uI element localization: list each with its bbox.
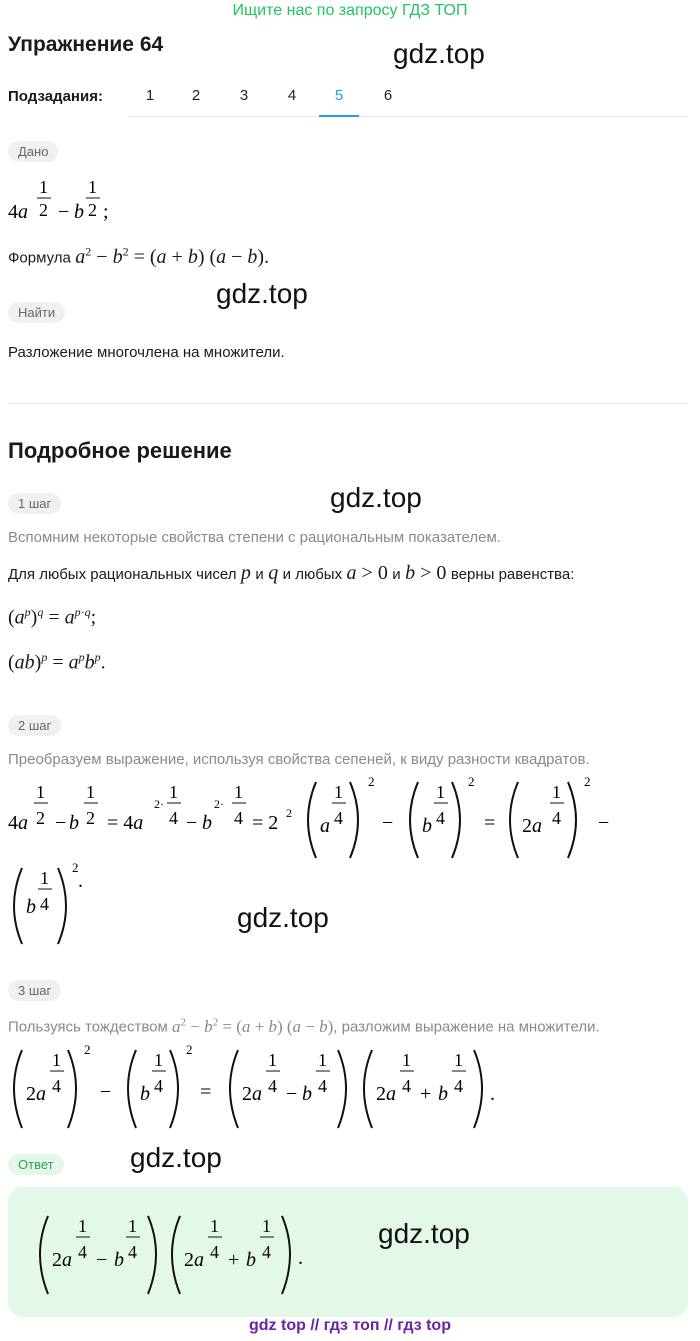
svg-text:b: b xyxy=(302,1083,312,1105)
svg-text:2: 2 xyxy=(88,200,97,220)
svg-text:−: − xyxy=(286,1083,298,1105)
svg-text:4: 4 xyxy=(52,1076,61,1096)
svg-text:2a: 2a xyxy=(522,815,542,837)
svg-text:4: 4 xyxy=(436,808,445,828)
svg-text:4: 4 xyxy=(128,1242,137,1262)
svg-text:1: 1 xyxy=(262,1216,271,1236)
svg-text:4: 4 xyxy=(402,1076,411,1096)
subtask-tab-6[interactable]: 6 xyxy=(383,87,393,104)
subtasks-tabs xyxy=(130,76,688,117)
subtask-tab-3[interactable]: 3 xyxy=(239,87,249,104)
svg-text:.: . xyxy=(490,1083,495,1105)
step1-text-a: Для любых рациональных чисел xyxy=(8,566,237,583)
subtask-tab-2[interactable]: 2 xyxy=(191,87,201,104)
svg-text:−: − xyxy=(55,812,67,834)
svg-text:2: 2 xyxy=(86,808,95,828)
svg-text:4a: 4a xyxy=(8,812,28,834)
step1-text-and: и xyxy=(255,566,264,583)
step1-badge: 1 шаг xyxy=(8,493,61,514)
svg-text:2·: 2· xyxy=(214,797,224,811)
given-badge: Дано xyxy=(8,141,58,162)
step1-statement: Для любых рациональных чисел p и q и любых a > 0 и b > 0 верны равенства: xyxy=(8,562,575,584)
svg-text:1: 1 xyxy=(436,782,445,802)
step3-note-b: , разложим выражение на множители. xyxy=(333,1018,600,1036)
subtask-tab-4[interactable]: 4 xyxy=(287,87,297,104)
given-formula-prefix: Формула xyxy=(8,249,71,267)
svg-text:2: 2 xyxy=(468,774,475,789)
svg-text:2: 2 xyxy=(368,774,375,789)
svg-text:1: 1 xyxy=(52,1050,61,1070)
watermark: gdz.top xyxy=(237,902,329,933)
svg-text:1: 1 xyxy=(169,782,178,802)
step2-expression-line2 xyxy=(8,858,108,950)
step1-text-b: верны равенства: xyxy=(450,566,575,583)
step3-expression xyxy=(8,1040,508,1134)
svg-text:.: . xyxy=(298,1247,303,1269)
svg-text:;: ; xyxy=(103,201,109,223)
step3-note-a: Пользуясь тождеством xyxy=(8,1018,168,1036)
svg-text:−: − xyxy=(598,812,610,834)
svg-text:2·: 2· xyxy=(154,797,164,811)
svg-text:2: 2 xyxy=(72,860,79,875)
svg-text:1: 1 xyxy=(268,1050,277,1070)
svg-text:2: 2 xyxy=(186,1042,193,1057)
svg-text:2a: 2a xyxy=(26,1083,46,1105)
svg-text:.: . xyxy=(78,870,83,892)
step1-text-and: и xyxy=(392,566,401,583)
svg-text:4: 4 xyxy=(268,1076,277,1096)
watermark: gdz.top xyxy=(216,278,308,309)
find-text: Разложение многочлена на множители. xyxy=(8,344,285,361)
svg-text:4: 4 xyxy=(40,894,49,914)
watermark: gdz.top xyxy=(378,1218,470,1249)
svg-text:1: 1 xyxy=(234,782,243,802)
svg-text:4: 4 xyxy=(78,1242,87,1262)
footer-links: gdz top // гдз топ // гдз top xyxy=(249,1317,451,1334)
svg-text:2a: 2a xyxy=(52,1249,72,1271)
svg-text:4: 4 xyxy=(234,808,243,828)
svg-text:1: 1 xyxy=(86,782,95,802)
subtask-tab-1[interactable]: 1 xyxy=(145,87,155,104)
svg-text:4: 4 xyxy=(454,1076,463,1096)
watermark: gdz.top xyxy=(130,1142,222,1173)
svg-text:1: 1 xyxy=(210,1216,219,1236)
step2-expression-line1 xyxy=(4,772,624,864)
svg-text:2a: 2a xyxy=(242,1083,262,1105)
svg-text:+: + xyxy=(420,1083,432,1105)
svg-text:=: = xyxy=(484,812,496,834)
power-rule-2: $(ab)^p = a^pb^p$. xyxy=(8,650,106,674)
step1-text-any: и любых xyxy=(282,566,343,583)
svg-text:b: b xyxy=(438,1083,448,1105)
step3-note: Пользуясь тождеством $a^2 - b^2 = (a + b) (a - b)$, разложим выражение на множители. xyxy=(8,1016,600,1036)
svg-text:+: + xyxy=(228,1249,240,1271)
svg-text:4: 4 xyxy=(262,1242,271,1262)
svg-text:b: b xyxy=(140,1083,150,1105)
svg-text:2: 2 xyxy=(36,808,45,828)
svg-text:1: 1 xyxy=(40,868,49,888)
svg-text:2a: 2a xyxy=(376,1083,396,1105)
answer-badge: Ответ xyxy=(8,1154,64,1175)
svg-text:b: b xyxy=(422,815,432,837)
svg-text:1: 1 xyxy=(36,782,45,802)
svg-text:1: 1 xyxy=(402,1050,411,1070)
watermark: gdz.top xyxy=(330,482,422,513)
svg-text:1: 1 xyxy=(334,782,343,802)
step3-badge: 3 шаг xyxy=(8,980,61,1001)
given-formula: Формула $a^2 - b^2 = (a + b) (a - b)$. xyxy=(8,244,270,268)
svg-text:b: b xyxy=(246,1249,256,1271)
given-expression xyxy=(6,168,126,228)
svg-text:4a: 4a xyxy=(8,201,28,223)
svg-text:2: 2 xyxy=(286,806,292,820)
svg-text:4: 4 xyxy=(552,808,561,828)
svg-text:−: − xyxy=(186,812,198,834)
svg-text:1: 1 xyxy=(78,1216,87,1236)
svg-text:4: 4 xyxy=(154,1076,163,1096)
answer-expression xyxy=(34,1206,324,1300)
svg-text:1: 1 xyxy=(128,1216,137,1236)
subtask-tab-5[interactable]: 5 xyxy=(319,76,359,117)
svg-text:a: a xyxy=(320,815,330,837)
svg-text:1: 1 xyxy=(318,1050,327,1070)
svg-text:b: b xyxy=(26,896,36,918)
power-rule-1: $(a^p)^q = a^{p\cdot q}$; xyxy=(8,605,97,629)
find-badge: Найти xyxy=(8,302,65,323)
svg-text:1: 1 xyxy=(552,782,561,802)
svg-text:4: 4 xyxy=(318,1076,327,1096)
step2-note: Преобразуем выражение, используя свойства сепеней, к виду разности квадратов. xyxy=(8,751,590,768)
watermark: gdz.top xyxy=(393,38,485,69)
subtasks-label: Подзадания: xyxy=(8,88,103,105)
page-title: Упражнение 64 xyxy=(8,33,164,56)
svg-text:b: b xyxy=(69,812,79,834)
svg-text:= 4a: = 4a xyxy=(107,812,144,834)
svg-text:b: b xyxy=(74,201,84,223)
svg-text:1: 1 xyxy=(154,1050,163,1070)
svg-text:4: 4 xyxy=(334,808,343,828)
svg-text:= 2: = 2 xyxy=(252,812,279,834)
svg-text:b: b xyxy=(114,1249,124,1271)
svg-text:−: − xyxy=(382,812,394,834)
svg-text:−: − xyxy=(58,201,70,223)
svg-text:b: b xyxy=(202,812,212,834)
svg-text:2: 2 xyxy=(584,774,591,789)
svg-text:4: 4 xyxy=(210,1242,219,1262)
step2-badge: 2 шаг xyxy=(8,715,61,736)
svg-text:1: 1 xyxy=(454,1050,463,1070)
svg-text:1: 1 xyxy=(39,177,48,197)
svg-text:4: 4 xyxy=(169,808,178,828)
search-hint-banner: Ищите нас по запросу ГДЗ ТОП xyxy=(232,2,468,19)
svg-text:2: 2 xyxy=(84,1042,91,1057)
svg-text:2a: 2a xyxy=(184,1249,204,1271)
svg-text:−: − xyxy=(96,1249,108,1271)
step1-note: Вспомним некоторые свойства степени с рациональным показателем. xyxy=(8,529,501,546)
divider xyxy=(8,403,688,404)
solution-heading: Подробное решение xyxy=(8,438,232,463)
svg-text:−: − xyxy=(100,1081,112,1103)
svg-text:=: = xyxy=(200,1081,212,1103)
svg-text:1: 1 xyxy=(88,177,97,197)
svg-text:2: 2 xyxy=(39,200,48,220)
